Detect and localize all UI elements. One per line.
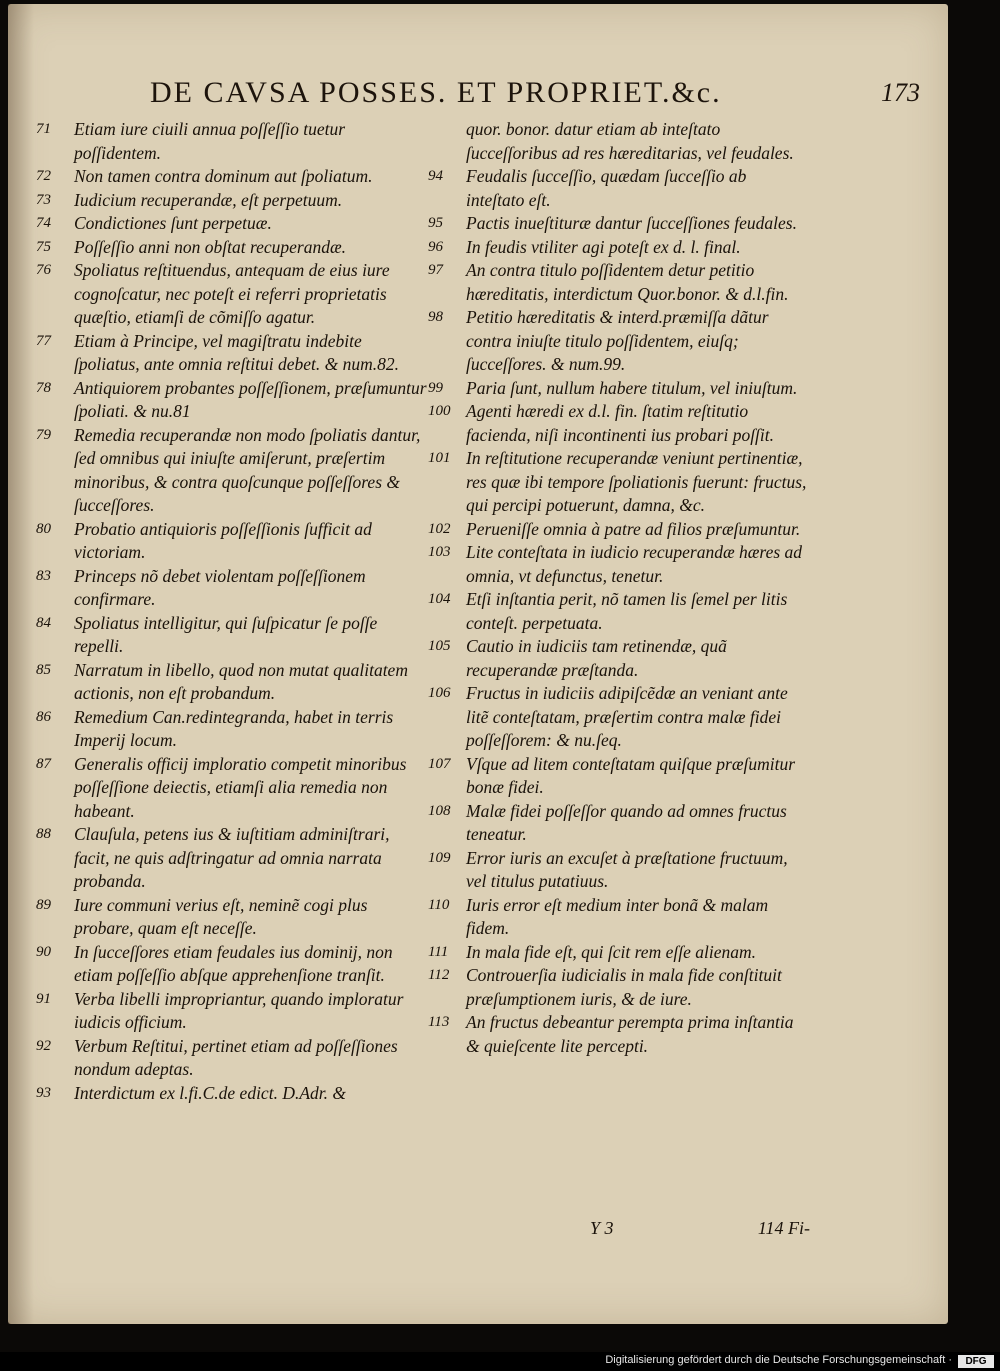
entry-number: 98	[428, 309, 443, 325]
index-entry	[36, 941, 428, 988]
entry-number: 84	[36, 614, 51, 631]
entry-number: 80	[36, 520, 51, 537]
entry-text: Probatio antiquioris poſſeſſionis ſufficit ad victoriam.	[74, 518, 372, 562]
entry-text: Verba libelli impropriantur, quando imploratur iudicis officium.	[74, 988, 404, 1032]
index-entry	[36, 236, 428, 260]
entry-number: 103	[428, 544, 451, 560]
entry-text: Controuerſia iudicialis in mala fide conſtituit præſumptionem iuris, & de iure.	[466, 965, 782, 1009]
index-entry	[36, 659, 428, 706]
entry-text: Error iuris an excuſet à præſtatione fructuum, vel titulus putatiuus.	[466, 847, 788, 891]
entry-text: In ſucceſſores etiam feudales ius dominij, non etiam poſſeſſio abſque apprehenſione tranſit.	[74, 941, 393, 985]
index-entry	[428, 447, 808, 518]
entry-text: Condictiones ſunt perpetuæ.	[74, 213, 272, 233]
index-entry	[36, 377, 428, 424]
entry-text: Malæ fidei poſſeſſor quando ad omnes fructus teneatur.	[466, 800, 787, 844]
index-entry	[36, 330, 428, 377]
entry-text: An contra titulo poſſidentem detur petitio hæreditatis, interdictum Quor.bonor. & d.l.fin.	[466, 260, 789, 304]
index-entry	[428, 212, 808, 236]
index-entry	[428, 541, 808, 588]
funding-banner	[0, 1352, 1000, 1371]
entry-number: 90	[36, 943, 51, 960]
page-number: 173	[881, 78, 920, 107]
index-entry	[428, 800, 808, 847]
entry-number: 87	[36, 755, 51, 772]
index-entry	[36, 518, 428, 565]
index-entry	[428, 894, 808, 941]
entry-number: 107	[428, 755, 451, 772]
entry-text: Poſſeſſio anni non obſtat recuperandæ.	[74, 236, 347, 257]
entry-text: Princeps nõ debet violentam poſſeſſionem confirmare.	[74, 565, 366, 609]
entry-number: 101	[428, 450, 451, 466]
entry-text: Interdictum ex l.fi.C.de edict. D.Adr. &	[74, 1082, 347, 1103]
index-entry	[36, 212, 428, 236]
entry-text: Remedium Can.redintegranda, habet in terris Imperij locum.	[74, 706, 394, 750]
index-entry	[428, 306, 808, 377]
entry-number: 96	[428, 238, 443, 255]
entry-number: 77	[36, 332, 51, 349]
index-entry	[36, 612, 428, 659]
index-entry	[36, 565, 428, 612]
index-entry	[36, 894, 428, 941]
index-entry	[428, 1011, 808, 1058]
index-entry	[428, 588, 808, 635]
entry-number: 79	[36, 426, 51, 443]
index-entry	[36, 1035, 428, 1082]
right-column	[428, 118, 808, 1058]
entry-text: Iudicium recuperandæ, eſt perpetuum.	[74, 189, 343, 210]
entry-number: 113	[428, 1014, 450, 1030]
entry-text: Iure communi verius eſt, neminẽ cogi plus probare, quam eſt neceſſe.	[74, 894, 368, 938]
entry-number: 104	[428, 591, 451, 607]
entry-number: 110	[428, 896, 450, 913]
index-entry	[428, 165, 808, 212]
index-entry	[36, 189, 428, 213]
entry-number: 108	[428, 802, 451, 819]
entry-text: Narratum in libello, quod non mutat qualitatem actionis, non eſt probandum.	[74, 659, 408, 703]
entry-number: 109	[428, 849, 451, 866]
entry-text: Etiam à Principe, vel magiſtratu indebite ſpoliatus, ante omnia reſtitui debet. & num.82.	[74, 330, 400, 374]
index-entry	[36, 259, 428, 330]
index-entry	[428, 635, 808, 682]
entry-number: 83	[36, 567, 51, 584]
entry-number: 93	[36, 1084, 51, 1101]
entry-number: 91	[36, 990, 51, 1007]
entry-number: 73	[36, 191, 51, 208]
running-header	[150, 76, 920, 120]
page-gutter-shadow	[8, 4, 34, 1324]
entry-number: 92	[36, 1037, 51, 1054]
entry-text: quor. bonor. datur etiam ab inteſtato ſucceſſoribus ad res hæreditarias, vel feudales.	[466, 119, 794, 163]
entry-number: 112	[428, 967, 450, 983]
entry-text: Pactis inueſtituræ dantur ſucceſſiones feudales.	[466, 213, 797, 233]
index-entry	[36, 1082, 428, 1106]
index-entry	[428, 964, 808, 1011]
entry-text: Etſi inſtantia perit, nõ tamen lis ſemel per litis conteſt. perpetuata.	[466, 589, 788, 633]
entry-text: Agenti hæredi ex d.l. fin. ſtatim reſtitutio facienda, niſi incontinenti ius probari poſſit.	[466, 401, 775, 445]
entry-number: 71	[36, 121, 51, 137]
entry-number: 86	[36, 708, 51, 725]
index-entry	[428, 118, 808, 165]
entry-text: Generalis officij imploratio competit minoribus poſſeſſione deiectis, etiamſi alia remedia non habeant.	[74, 753, 407, 821]
index-entry	[428, 236, 808, 260]
index-entry	[36, 823, 428, 894]
entry-number: 97	[428, 262, 443, 278]
entry-text: Lite conteſtata in iudicio recuperandæ hæres ad omnia, vt defunctus, tenetur.	[466, 542, 803, 586]
index-entry	[428, 941, 808, 965]
entry-text: Spoliatus reſtituendus, antequam de eius iure cognoſcatur, nec poteſt ei referri proprietatis quæſtio, etiamſi de cõmiſſo agatur.	[74, 260, 390, 327]
entry-text: Cautio in iudiciis tam retinendæ, quã recuperandæ præſtanda.	[466, 636, 727, 680]
entry-number: 111	[428, 943, 449, 960]
index-entry	[428, 259, 808, 306]
entry-text: Paria ſunt, nullum habere titulum, vel iniuſtum.	[466, 377, 798, 398]
entry-text: Feudalis ſucceſſio, quædam ſucceſſio ab inteſtato eſt.	[466, 166, 747, 210]
signature-mark: Y 3	[590, 1218, 614, 1238]
entry-number: 74	[36, 215, 51, 231]
index-entry	[36, 706, 428, 753]
entry-text: In mala fide eſt, qui ſcit rem eſſe alienam.	[466, 941, 756, 962]
dfg-logo: DFG	[958, 1355, 994, 1368]
entry-text: Vſque ad litem conteſtatam quiſque præſumitur bonæ fidei.	[466, 753, 796, 797]
index-entry	[428, 400, 808, 447]
catchword: 114 Fi-	[757, 1218, 810, 1238]
entry-number: 95	[428, 215, 443, 231]
entry-text: An fructus debeantur perempta prima inſtantia & quieſcente lite percepti.	[466, 1012, 794, 1056]
index-entry	[428, 682, 808, 753]
left-column	[36, 118, 428, 1105]
entry-number: 100	[428, 403, 451, 419]
entry-text: In feudis vtiliter agi poteſt ex d. l. final.	[466, 236, 741, 257]
running-title: DE CAVSA POSSES. ET PROPRIET.&c.	[150, 76, 722, 109]
entry-number: 76	[36, 262, 51, 278]
index-entry	[428, 753, 808, 800]
index-entry	[36, 118, 428, 165]
entry-number: 75	[36, 238, 51, 255]
entry-text: Antiquiorem probantes poſſeſſionem, præſumuntur ſpoliati. & nu.81	[74, 377, 427, 421]
entry-text: Spoliatus intelligitur, qui ſuſpicatur ſe poſſe repelli.	[74, 612, 378, 656]
index-entry	[428, 847, 808, 894]
entry-text: In reſtitutione recuperandæ veniunt pertinentiæ, res quæ ibi tempore ſpoliationis fuerunt: fructus, qui percipi potuerunt, damna, &c.	[466, 448, 807, 515]
entry-text: Fructus in iudiciis adipiſcẽdæ an veniant ante litẽ conteſtatam, præſertim contra malæ fidei poſſeſſorem: & nu.ſeq.	[466, 683, 788, 750]
entry-number: 105	[428, 638, 451, 654]
index-entry	[36, 988, 428, 1035]
index-entry	[428, 518, 808, 542]
background-edge	[948, 4, 1000, 1324]
entry-text: Clauſula, petens ius & iuſtitiam adminiſtrari, facit, ne quis adſtringatur ad omnia narrata probanda.	[74, 824, 390, 891]
entry-text: Etiam iure ciuili annua poſſeſſio tuetur poſſidentem.	[74, 119, 346, 163]
page-footer	[590, 1218, 810, 1248]
entry-number: 99	[428, 379, 443, 396]
entry-text: Verbum Reſtitui, pertinet etiam ad poſſeſſiones nondum adeptas.	[74, 1035, 398, 1079]
entry-number: 94	[428, 168, 443, 184]
entry-number: 102	[428, 520, 451, 537]
entry-text: Perueniſſe omnia à patre ad filios præſumuntur.	[466, 518, 801, 539]
funding-text: Digitalisierung gefördert durch die Deutsche Forschungsgemeinschaft ·	[605, 1354, 952, 1366]
entry-text: Remedia recuperandæ non modo ſpoliatis dantur, ſed omnibus qui iniuſte amiſerunt, præſertim minoribus, & contra quoſcunque poſſeſſores & ſucceſſores.	[74, 424, 421, 515]
entry-number: 78	[36, 379, 51, 396]
entry-text: Iuris error eſt medium inter bonã & malam fidem.	[466, 894, 769, 938]
index-entry	[36, 753, 428, 824]
index-entry	[36, 424, 428, 518]
entry-number: 72	[36, 168, 51, 184]
index-entry	[36, 165, 428, 189]
entry-number: 88	[36, 826, 51, 842]
entry-number: 106	[428, 685, 451, 701]
entry-number: 85	[36, 661, 51, 678]
index-entry	[428, 377, 808, 401]
entry-text: Petitio hæreditatis & interd.præmiſſa dãtur contra iniuſte titulo poſſidentem, eiuſq; ſucceſſores. & num.99.	[466, 307, 769, 374]
entry-text: Non tamen contra dominum aut ſpoliatum.	[74, 166, 373, 186]
entry-number: 89	[36, 896, 51, 913]
